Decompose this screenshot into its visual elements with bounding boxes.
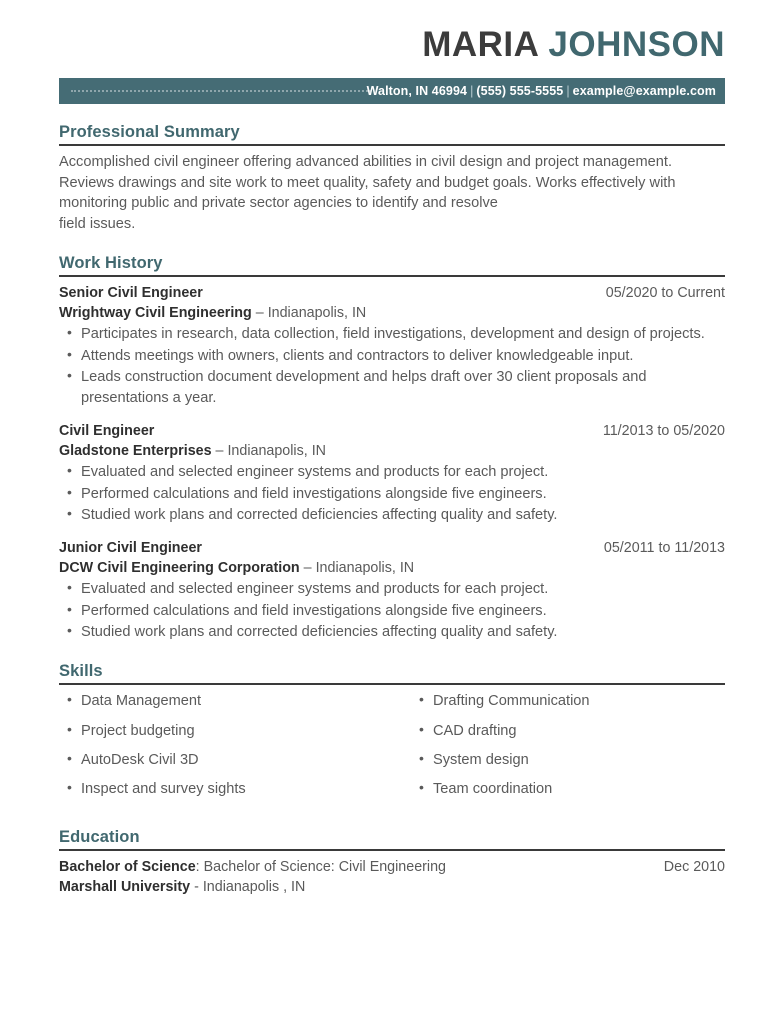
- job-location: Indianapolis, IN: [227, 442, 327, 459]
- job-entry: [59, 538, 725, 643]
- skills-grid: [59, 691, 725, 809]
- contact-email: example@example.com: [572, 84, 716, 98]
- job-company-name: DCW Civil Engineering Corporation: [59, 559, 300, 576]
- contact-separator-1: |: [470, 84, 474, 98]
- education-date: Dec 2010: [663, 858, 725, 875]
- last-name: JOHNSON: [548, 25, 725, 64]
- skills-column-left: [59, 691, 392, 809]
- job-dates: 05/2020 to Current: [605, 284, 725, 301]
- job-title-row: [59, 421, 725, 441]
- dotted-rule-decoration: [71, 90, 371, 92]
- job-bullet: • Attends meetings with owners, clients and contractors to deliver knowledgeable input.: [59, 346, 725, 367]
- job-entry: [59, 283, 725, 409]
- job-bullet-list: [59, 462, 725, 526]
- section-professional-summary: [59, 123, 725, 235]
- skill-item: • Team coordination: [411, 779, 725, 799]
- job-entry: [59, 421, 725, 526]
- job-bullet-list: [59, 579, 725, 643]
- section-title-education: Education: [59, 827, 140, 846]
- skill-item: • System design: [411, 750, 725, 770]
- job-title-row: [59, 538, 725, 558]
- education-school-detail: - Indianapolis , IN: [190, 879, 306, 896]
- job-location: Indianapolis, IN: [315, 559, 415, 576]
- section-divider: [59, 144, 725, 146]
- contact-location: Walton, IN 46994: [366, 84, 468, 98]
- section-title-skills: Skills: [59, 662, 103, 681]
- section-title-professional-summary: Professional Summary: [59, 123, 240, 141]
- job-bullet: • Leads construction document development and helps draft over 30 client proposals and presentations a year.: [59, 367, 725, 408]
- job-bullet: • Evaluated and selected engineer systems and products for each project.: [59, 462, 725, 483]
- summary-text: [59, 152, 725, 235]
- skills-column-right: [411, 691, 725, 809]
- job-bullet: • Studied work plans and corrected deficiencies affecting quality and safety.: [59, 622, 725, 643]
- contact-separator-2: |: [566, 84, 570, 98]
- section-divider: [59, 683, 725, 685]
- section-skills: [59, 662, 725, 809]
- skill-item: • Inspect and survey sights: [59, 779, 392, 799]
- skill-item: • CAD drafting: [411, 721, 725, 741]
- job-title: Civil Engineer: [59, 422, 155, 439]
- job-company-row: [59, 441, 725, 461]
- job-location: Indianapolis, IN: [267, 304, 367, 321]
- job-title-row: [59, 283, 725, 303]
- summary-paragraph-line2: field issues.: [59, 216, 136, 233]
- education-school: [59, 877, 305, 897]
- section-education: [59, 828, 725, 898]
- section-divider: [59, 275, 725, 277]
- job-bullet: • Evaluated and selected engineer systems and products for each project.: [59, 579, 725, 600]
- job-title: Senior Civil Engineer: [59, 284, 203, 301]
- skill-item: • Drafting Communication: [411, 691, 725, 711]
- job-bullet: • Studied work plans and corrected deficiencies affecting quality and safety.: [59, 505, 725, 526]
- education-school-row: [59, 877, 725, 897]
- skill-item: • AutoDesk Civil 3D: [59, 750, 392, 770]
- contact-phone: (555) 555-5555: [476, 84, 564, 98]
- summary-paragraph: Accomplished civil engineer offering advanced abilities in civil design and project management. Reviews drawings and site work to meet quality, safety and budget goals. Works effectively with monitoring public and private sector agencies to identify and resolve: [59, 154, 676, 212]
- skill-item: • Project budgeting: [59, 721, 392, 741]
- education-degree-label: Bachelor of Science: [59, 858, 196, 875]
- job-company-name: Gladstone Enterprises: [59, 442, 212, 459]
- job-bullet-list: [59, 324, 725, 409]
- education-degree-detail: : Bachelor of Science: Civil Engineering: [195, 858, 447, 875]
- job-dates: 05/2011 to 11/2013: [603, 539, 725, 556]
- education-degree-row: [59, 857, 725, 877]
- resume-header: [59, 0, 725, 62]
- first-name: MARIA: [422, 25, 540, 64]
- section-title-work-history: Work History: [59, 253, 163, 272]
- job-bullet: • Performed calculations and field investigations alongside five engineers.: [59, 601, 725, 622]
- skill-item: • Data Management: [59, 691, 392, 711]
- job-company-separator: –: [251, 304, 268, 321]
- job-company-row: [59, 558, 725, 578]
- section-divider: [59, 849, 725, 851]
- job-bullet: • Performed calculations and field investigations alongside five engineers.: [59, 484, 725, 505]
- job-dates: 11/2013 to 05/2020: [602, 422, 725, 439]
- job-company-separator: –: [211, 442, 228, 459]
- job-company-name: Wrightway Civil Engineering: [59, 304, 252, 321]
- education-school-name: Marshall University: [59, 879, 191, 896]
- education-degree: [59, 857, 446, 877]
- job-company-row: [59, 303, 725, 323]
- section-work-history: [59, 254, 725, 643]
- job-title: Junior Civil Engineer: [59, 539, 202, 556]
- job-bullet: • Participates in research, data collection, field investigations, development and design of projects.: [59, 324, 725, 345]
- contact-details: [367, 84, 716, 98]
- contact-bar: [59, 78, 725, 104]
- job-company-separator: –: [299, 559, 316, 576]
